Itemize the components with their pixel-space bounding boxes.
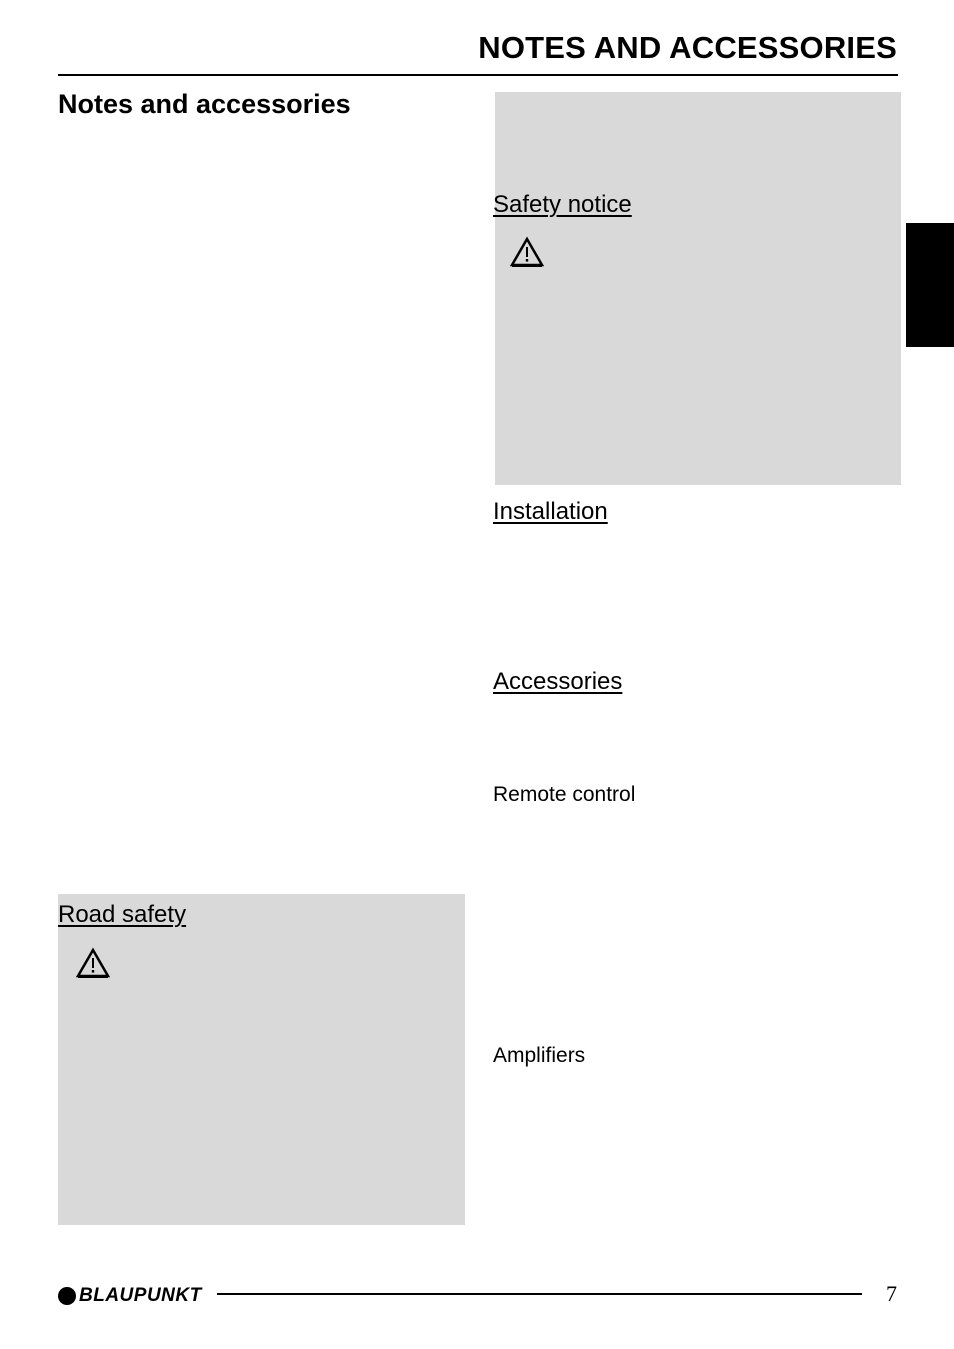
installation-heading: Installation [493, 498, 608, 525]
warning-triangle-icon [509, 236, 545, 268]
footer-divider [217, 1293, 862, 1295]
remote-control-subheading: Remote control [493, 783, 636, 806]
page-number: 7 [886, 1281, 897, 1306]
safety-notice-heading: Safety notice [493, 191, 632, 218]
warning-triangle-icon [75, 947, 111, 979]
accessories-heading: Accessories [493, 668, 623, 695]
amplifiers-subheading: Amplifiers [493, 1044, 586, 1067]
section-title: Notes and accessories [58, 89, 351, 119]
brand-name: BLAUPUNKT [79, 1285, 202, 1306]
brand-logo [58, 1285, 202, 1307]
page-title: NOTES AND ACCESSORIES [478, 30, 897, 65]
safety-notice-box [495, 92, 901, 485]
road-safety-box [58, 894, 465, 1225]
chapter-tab-marker [906, 223, 954, 347]
logo-dot-icon [58, 1287, 76, 1305]
header-divider [58, 74, 898, 76]
road-safety-heading: Road safety [58, 901, 187, 928]
